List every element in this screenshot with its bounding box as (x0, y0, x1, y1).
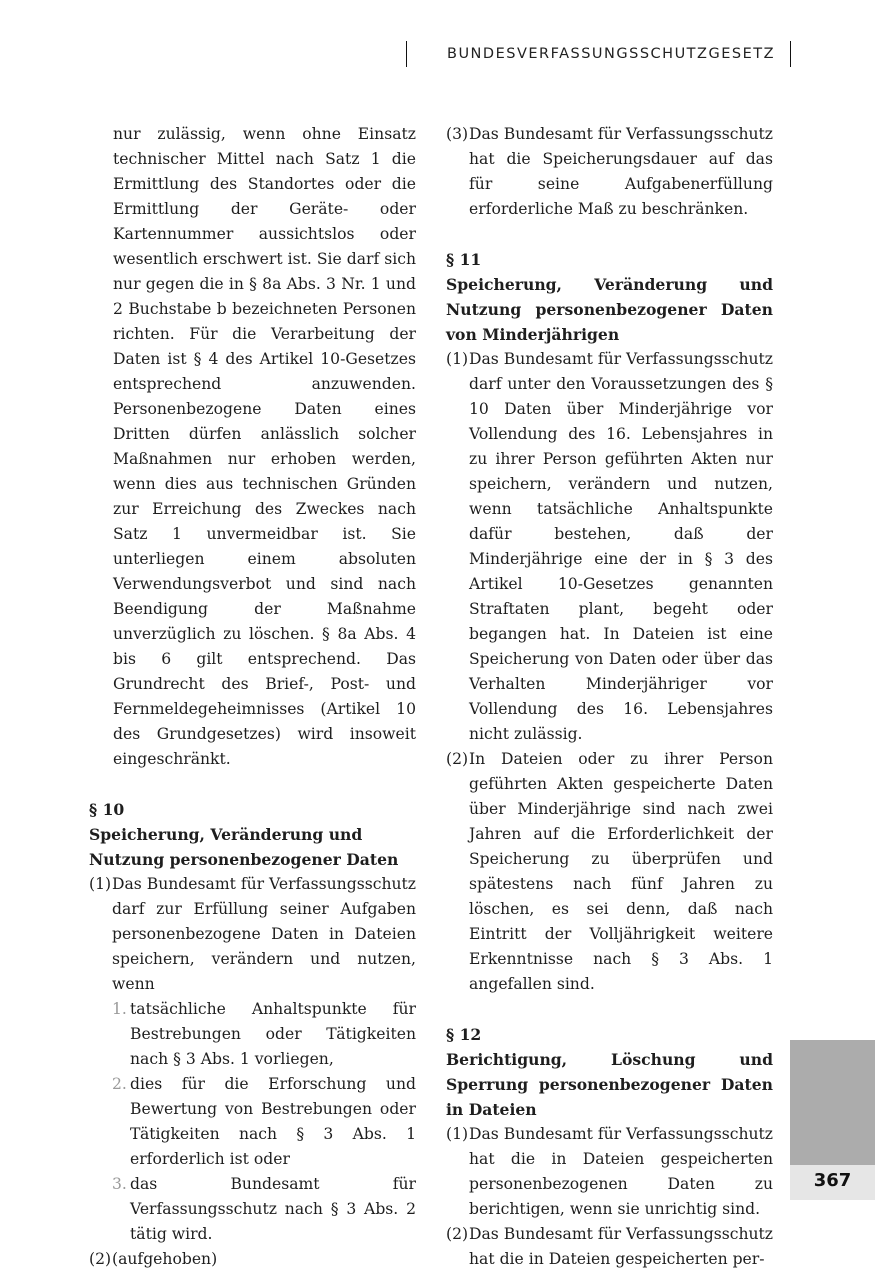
section-10-paragraph-2 (89, 1247, 416, 1272)
section-12-number: § 12 (446, 1025, 482, 1044)
paragraph-text: Das Bundesamt für Verfassungsschutz darf zur Erfüllung seiner Aufgaben personenbezogene Daten in Dateien speichern, verändern und nutzen, wenn (112, 875, 417, 993)
page-number: 367 (813, 1170, 852, 1191)
continued-paragraph: nur zulässig, wenn ohne Einsatz technischer Mittel nach Satz 1 die Ermittlung des Standortes oder die Ermittlung der Geräte- oder Kartennummer aussichtslos oder wesentlich erschwert ist. Sie darf sich nur gegen die in § 8a Abs. 3 Nr. 1 und 2 Buchstabe b bezeichneten Personen richten. Für die Verarbeitung der Daten ist § 4 des Artikel 10-Gesetzes entsprechend anzuwenden. Personenbezogene Daten eines Dritten dürfen anlässlich solcher Maßnahmen nur erhoben werden, wenn dies aus technischen Gründen zur Erreichung des Zweckes nach Satz 1 unvermeidbar ist. Sie unterliegen einem absoluten Verwendungsverbot und sind nach Beendigung der Maßnahme unverzüglich zu löschen. § 8a Abs. 4 bis 6 gilt entsprechend. Das Grundrecht des Brief-, Post- und Fernmeldegeheimnisses (Artikel 10 des Grundgesetzes) wird insoweit eingeschränkt. (113, 125, 416, 768)
section-12-paragraph-2 (446, 1222, 773, 1272)
paragraph-number: (1) (446, 1125, 469, 1143)
section-11-paragraph-1 (446, 347, 773, 747)
section-10-paragraph-3 (446, 122, 773, 222)
list-item-text: tatsächliche Anhaltspunkte für Bestrebungen oder Tätigkeiten nach § 3 Abs. 1 vorliegen, (130, 1000, 416, 1068)
paragraph-text: Das Bundesamt für Verfassungsschutz hat die in Dateien gespeicherten per- (469, 1225, 774, 1268)
paragraph-number: (1) (446, 350, 469, 368)
paragraph-text: Das Bundesamt für Verfassungsschutz hat die Speicherungsdauer auf das für seine Aufgabenerfüllung erforderliche Maß zu beschränken. (469, 125, 774, 218)
header-rule-right (790, 41, 791, 67)
paragraph-number: (1) (89, 875, 112, 893)
list-item-number: 1. (112, 1000, 127, 1018)
list-item (112, 1172, 416, 1247)
paragraph-text: In Dateien oder zu ihrer Person geführten Akten gespeicherte Daten über Minderjährige sind nach zwei Jahren auf die Erforderlichkeit der Speicherung zu überprüfen und spätestens nach fünf Jahren zu löschen, es sei denn, daß nach Eintritt der Volljährigkeit weitere Erkenntnisse nach § 3 Abs. 1 angefallen sind. (469, 750, 773, 993)
paragraph-number: (2) (446, 1225, 469, 1243)
list-item-text: das Bundesamt für Verfassungsschutz nach § 3 Abs. 2 tätig wird. (130, 1175, 416, 1243)
paragraph-number: (2) (89, 1250, 112, 1268)
header-rule-left (406, 41, 407, 67)
section-10-title: Speicherung, Veränderung und Nutzung personenbezogener Daten (89, 825, 399, 869)
paragraph-text: (aufgehoben) (112, 1250, 218, 1268)
list-item (112, 997, 416, 1072)
paragraph-number: (2) (446, 750, 469, 768)
section-11-title: Speicherung, Veränderung und Nutzung personenbezogener Daten von Minderjährigen (446, 275, 773, 344)
list-item-text: dies für die Erforschung und Bewertung von Bestrebungen oder Tätigkeiten nach § 3 Abs. 1 erforderlich ist oder (130, 1075, 416, 1168)
paragraph-text: Das Bundesamt für Verfassungsschutz hat die in Dateien gespeicherten personenbezogenen Daten zu berichtigen, wenn sie unrichtig sind. (469, 1125, 774, 1218)
running-header: BUNDESVERFASSUNGSSCHUTZGESETZ (447, 46, 776, 62)
paragraph-number: (3) (446, 125, 469, 143)
list-item-number: 3. (112, 1175, 127, 1193)
left-column (89, 122, 416, 1272)
list-item (112, 1072, 416, 1172)
paragraph-text: Das Bundesamt für Verfassungsschutz darf unter den Voraussetzungen des § 10 Daten über Minderjährige vor Vollendung des 16. Lebensjahres in zu ihrer Person geführten Akten nur speichern, verändern und nutzen, wenn tatsächliche Anhaltspunkte dafür bestehen, daß der Minderjährige eine der in § 3 des Artikel 10-Gesetzes genannten Straftaten plant, begeht oder begangen hat. In Dateien ist eine Speicherung von Daten oder über das Verhalten Minderjähriger vor Vollendung des 16. Lebensjahres nicht zulässig. (469, 350, 774, 743)
list-item-number: 2. (112, 1075, 127, 1093)
thumb-index-tab (790, 1040, 875, 1165)
section-12-title: Berichtigung, Löschung und Sperrung personenbezogener Daten in Dateien (446, 1050, 773, 1119)
section-10-number: § 10 (89, 800, 125, 819)
section-10-paragraph-1 (89, 872, 416, 997)
section-11-number: § 11 (446, 250, 482, 269)
section-11-paragraph-2 (446, 747, 773, 997)
right-column (446, 122, 773, 1272)
section-12-paragraph-1 (446, 1122, 773, 1222)
